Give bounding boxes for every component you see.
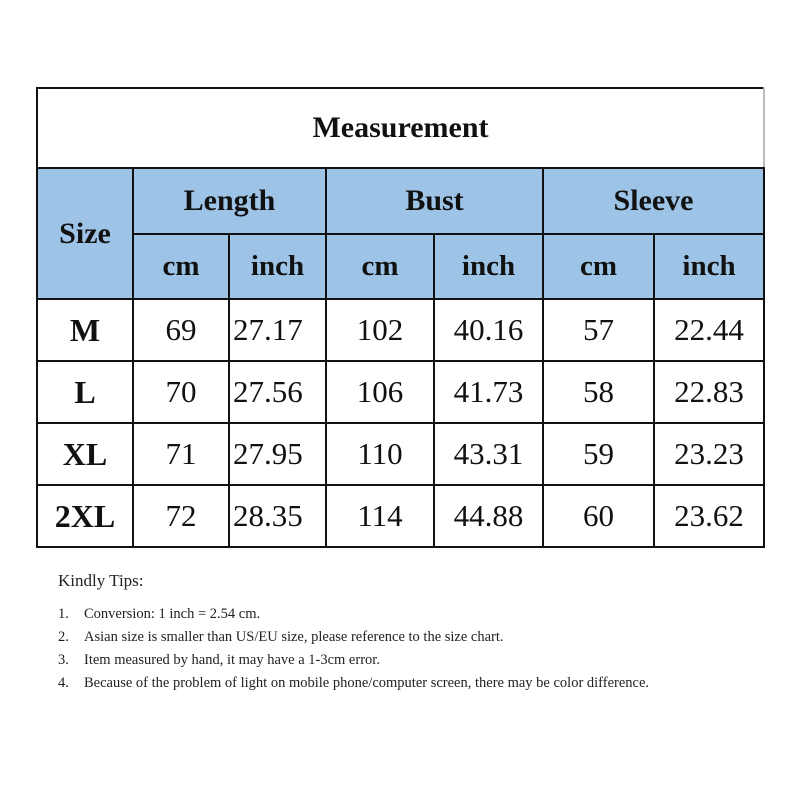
length-header: Length (133, 168, 326, 234)
size-cell: L (37, 361, 133, 423)
tip-text: Conversion: 1 inch = 2.54 cm. (84, 606, 261, 622)
tip-number: 4. (58, 675, 69, 691)
length-inch-cell: 27.56 (229, 361, 326, 423)
sleeve-cm-cell: 60 (543, 485, 654, 547)
bust-cm-cell: 110 (326, 423, 434, 485)
bust-cm-cell: 106 (326, 361, 434, 423)
tip-item (58, 626, 674, 649)
tip-item (58, 649, 674, 672)
sleeve-cm-header: cm (543, 234, 654, 299)
sleeve-cm-cell: 59 (543, 423, 654, 485)
tip-text: Asian size is smaller than US/EU size, please reference to the size chart. (84, 629, 504, 645)
table-row (37, 423, 764, 485)
bust-header: Bust (326, 168, 543, 234)
bust-inch-cell: 41.73 (434, 361, 543, 423)
length-inch-cell: 27.95 (229, 423, 326, 485)
sleeve-inch-header: inch (654, 234, 764, 299)
sleeve-inch-cell: 23.23 (654, 423, 764, 485)
sleeve-inch-cell: 22.44 (654, 299, 764, 361)
length-cm-cell: 69 (133, 299, 229, 361)
table-row (37, 299, 764, 361)
length-inch-cell: 27.17 (229, 299, 326, 361)
bust-inch-cell: 44.88 (434, 485, 543, 547)
tip-number: 2. (58, 629, 69, 645)
sleeve-header: Sleeve (543, 168, 764, 234)
bust-inch-cell: 43.31 (434, 423, 543, 485)
sleeve-inch-cell: 23.62 (654, 485, 764, 547)
tips-list (58, 603, 674, 695)
kindly-tips (58, 571, 674, 695)
size-cell: 2XL (37, 485, 133, 547)
bust-cm-header: cm (326, 234, 434, 299)
table-title: Measurement (37, 88, 764, 168)
group-header-row (37, 168, 764, 234)
table-row (37, 361, 764, 423)
sleeve-cm-cell: 57 (543, 299, 654, 361)
bust-inch-header: inch (434, 234, 543, 299)
size-cell: XL (37, 423, 133, 485)
length-inch-header: inch (229, 234, 326, 299)
length-cm-cell: 71 (133, 423, 229, 485)
tip-text: Because of the problem of light on mobile phone/computer screen, there may be color difference. (84, 675, 650, 691)
bust-cm-cell: 102 (326, 299, 434, 361)
tip-item (58, 672, 674, 695)
tip-number: 1. (58, 606, 69, 622)
bust-inch-cell: 40.16 (434, 299, 543, 361)
length-cm-cell: 70 (133, 361, 229, 423)
size-chart-table (36, 87, 765, 548)
unit-header-row (37, 234, 764, 299)
tips-title: Kindly Tips: (58, 571, 144, 590)
sleeve-inch-cell: 22.83 (654, 361, 764, 423)
title-row (37, 88, 764, 168)
length-cm-header: cm (133, 234, 229, 299)
length-inch-cell: 28.35 (229, 485, 326, 547)
length-cm-cell: 72 (133, 485, 229, 547)
size-cell: M (37, 299, 133, 361)
tip-number: 3. (58, 652, 69, 668)
bust-cm-cell: 114 (326, 485, 434, 547)
size-header: Size (37, 168, 133, 299)
tip-text: Item measured by hand, it may have a 1-3cm error. (84, 652, 380, 668)
table-row (37, 485, 764, 547)
tip-item (58, 603, 674, 626)
sleeve-cm-cell: 58 (543, 361, 654, 423)
